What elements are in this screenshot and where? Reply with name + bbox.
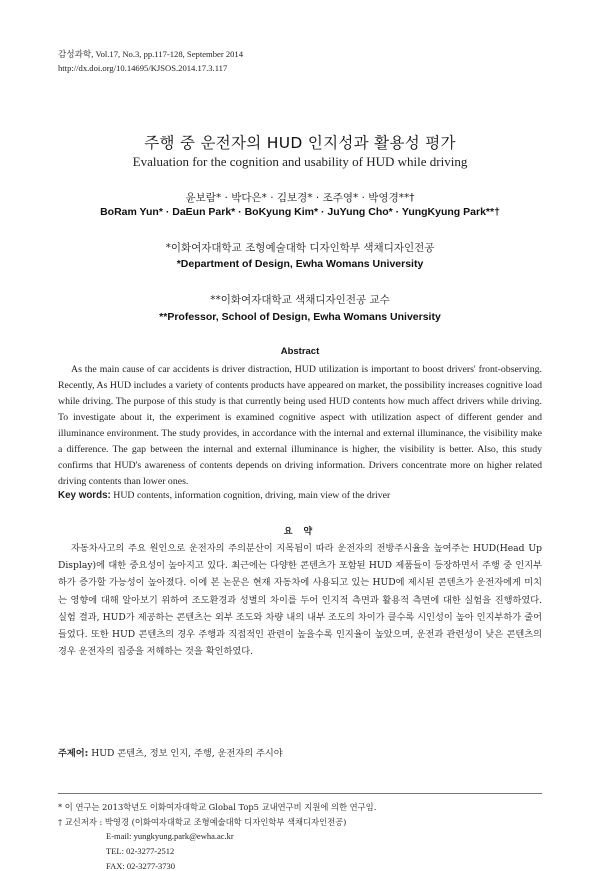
title-korean: 주행 중 운전자의 HUD 인지성과 활용성 평가 bbox=[144, 134, 456, 152]
korean-summary-heading: 요 약 bbox=[283, 527, 317, 537]
korean-summary-body bbox=[58, 540, 542, 660]
authors-english: BoRam Yun* · DaEun Park* · BoKyung Kim* · JuYung Cho* · YungKyung Park**† bbox=[100, 206, 500, 218]
korean-keywords-text: HUD 콘텐츠, 정보 인지, 주행, 운전자의 주시야 bbox=[91, 748, 283, 759]
footnote-corresponding-author: † 교신저자 : 박영경 (이화여자대학교 조형예술대학 디자인학부 색채디자인전공) bbox=[58, 817, 347, 827]
affiliation-2-english: **Professor, School of Design, Ewha Womans University bbox=[159, 311, 441, 323]
abstract-heading: Abstract bbox=[280, 346, 320, 357]
footnote-funding: * 이 연구는 2013학년도 이화여자대학교 Global Top5 교내연구비 지원에 의한 연구임. bbox=[58, 802, 377, 812]
keywords-text: HUD contents, information cognition, driving, main view of the driver bbox=[113, 490, 391, 501]
footnote-tel: TEL: 02-3277-2512 bbox=[106, 846, 175, 856]
title-english: Evaluation for the cognition and usability of HUD while driving bbox=[132, 154, 468, 169]
journal-citation: 감성과학, Vol.17, No.3, pp.117-128, September 2014 bbox=[58, 49, 244, 59]
keywords-label: Key words: bbox=[58, 490, 111, 501]
affiliation-1-korean: *이화여자대학교 조형예술대학 디자인학부 색채디자인전공 bbox=[165, 242, 435, 254]
footnote-fax: FAX: 02-3277-3730 bbox=[106, 861, 176, 871]
korean-keywords-label: 주제어: bbox=[58, 748, 89, 759]
abstract-text: As the main cause of car accidents is driver distraction, HUD utilization is important to boost drivers' front-observing. Recently, As HUD includes a variety of contents products have appeared on market, the possibility increases cognitive load while driving. The purpose of this study is that currently being used HUD contents how much affect drivers while driving. To investigate about it, the experiment is examined cognitive aspect with utilization aspect of different gender and illuminance environment. The study provides, in accordance with the internal and external illuminance, the visibility make a difference. The gap between the internal and external illuminance is higher, the visibility is better. Also, this study confirms that HUD's awareness of contents depends on driving information. Drivers concentrate more on higher related driving contents than lower ones. bbox=[58, 364, 542, 487]
korean-summary-text: 자동차사고의 주요 원인으로 운전자의 주의분산이 지목됨이 따라 운전자의 전방주시율을 높여주는 HUD(Head Up Display)에 대한 중요성이 높아지고 있다. 최근에는 다양한 콘텐츠가 포함된 HUD 제품들이 등장하면서 주행 중 인지부하가 증가할 가능성이 높아졌다. 이에 본 논문은 현재 자동차에 사용되고 있는 HUD에 제시된 콘텐츠가 운전자에게 미치는 영향에 대해 알아보기 위하여 조도환경과 성별의 차이를 두어 인지적 측면과 활용적 측면에 대한 실험을 진행하였다. 실험 결과, HUD가 제공하는 콘텐츠는 외부 조도와 차량 내의 내부 조도의 차이가 클수록 시인성이 높아 인지부하가 줄어들었다. 또한 HUD 콘텐츠의 경우 주행과 직접적인 관련이 높을수록 인지율이 높았으며, 운전과 관련성이 낮은 콘텐츠의 경우 운전자의 집중을 저해하는 것을 확인하였다. bbox=[58, 543, 542, 658]
footnote-email[interactable]: E-mail: yungkyung.park@ewha.ac.kr bbox=[106, 831, 234, 841]
doi-link[interactable]: http://dx.doi.org/10.14695/KJSOS.2014.17.3.117 bbox=[58, 63, 228, 73]
affiliation-1-english: *Department of Design, Ewha Womans University bbox=[176, 258, 424, 270]
affiliation-2-korean: **이화여자대학교 색채디자인전공 교수 bbox=[210, 294, 390, 306]
footnote-divider bbox=[58, 793, 542, 794]
keywords-line bbox=[58, 490, 542, 501]
korean-keywords-line bbox=[58, 745, 542, 759]
abstract-body bbox=[58, 362, 542, 490]
authors-korean: 윤보람* · 박다은* · 김보경* · 조주영* · 박영경**† bbox=[185, 192, 415, 204]
